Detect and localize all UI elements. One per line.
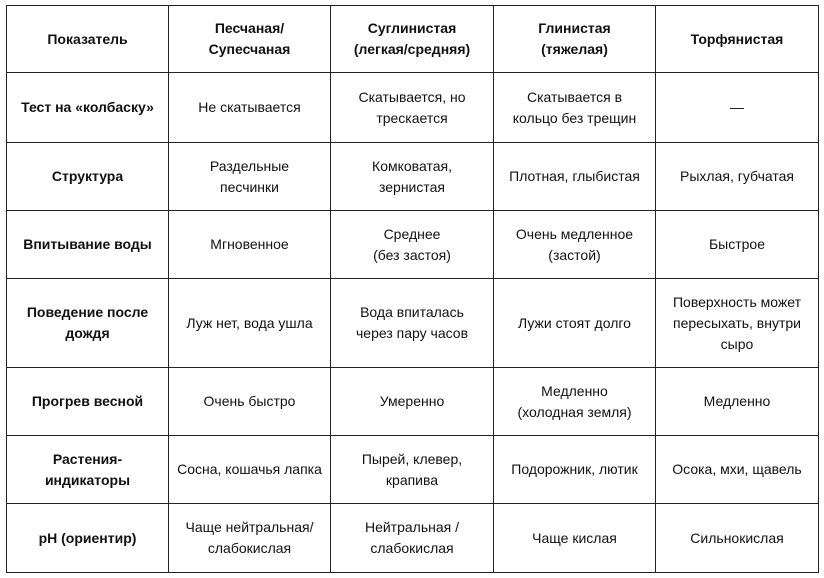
row-label-text: pH (ориентир) (38, 529, 137, 546)
table-cell (656, 368, 819, 436)
row-label-text: Впитывание воды (23, 236, 152, 252)
row-label-text: Прогрев весной (31, 393, 144, 409)
soil-comparison-table (6, 5, 819, 573)
header-clay (494, 6, 656, 73)
table-cell (331, 211, 494, 279)
table-cell (331, 504, 494, 573)
cell-text: (без застоя) (373, 246, 451, 263)
cell-text: Поверхность может (672, 293, 801, 310)
row-label (7, 143, 169, 211)
cell-text: Сосна, кошачья лапка (177, 461, 322, 477)
row-label (7, 368, 169, 436)
table-cell (331, 143, 494, 211)
cell-text: Не скатывается (198, 99, 301, 115)
table-row (7, 368, 819, 436)
table-cell (331, 279, 494, 368)
table-row (7, 73, 819, 143)
table-cell (169, 436, 331, 504)
table-cell (656, 73, 819, 143)
cell-text: пересыхать, внутри (673, 314, 801, 331)
cell-text: крапива (385, 471, 439, 488)
cell-text: Чаще нейтральная/ (185, 519, 314, 535)
cell-text: песчинки (219, 178, 279, 195)
cell-text: слабокислая (370, 540, 454, 556)
cell-text: Вода впиталась (360, 304, 464, 320)
table-cell (169, 279, 331, 368)
table-cell (494, 143, 656, 211)
row-label-text: Структура (51, 168, 124, 184)
table-cell (169, 73, 331, 143)
table-cell (169, 211, 331, 279)
header-indicator (7, 6, 169, 73)
cell-text: (холодная земля) (517, 403, 632, 420)
cell-text: — (730, 99, 744, 115)
cell-text: кольцо без трещин (512, 109, 637, 126)
header-text: Показатель (47, 30, 128, 47)
table-cell (494, 73, 656, 143)
row-label (7, 436, 169, 504)
cell-text: Подорожник, лютик (511, 461, 638, 477)
cell-text: сыро (720, 335, 754, 352)
table-cell (331, 73, 494, 143)
cell-text: Плотная, глыбистая (509, 168, 640, 184)
cell-text: через пару часов (356, 325, 468, 341)
cell-text: Рыхлая, губчатая (680, 168, 794, 184)
row-label-text: дождя (65, 325, 110, 341)
header-peat (656, 6, 819, 73)
table-row (7, 143, 819, 211)
table-cell (494, 368, 656, 436)
cell-text: Сильнокислая (690, 529, 784, 546)
header-text: Суглинистая (367, 20, 457, 36)
row-label (7, 504, 169, 573)
cell-text: Нейтральная / (364, 519, 460, 535)
cell-text: слабокислая (207, 540, 292, 556)
header-text: Торфянистая (690, 30, 784, 47)
row-label-text: Поведение после (26, 304, 149, 320)
cell-text: Скатывается, но (358, 88, 466, 105)
cell-text: Скатывается в (526, 88, 623, 105)
row-label-text: Тест на «колбаску» (21, 99, 154, 115)
cell-text: Медленно (541, 382, 608, 399)
row-label-text: Растения- (52, 450, 123, 467)
table-cell (494, 436, 656, 504)
header-text: (легкая/средняя) (353, 41, 471, 57)
table-cell (331, 436, 494, 504)
cell-text: Раздельные (209, 157, 290, 174)
table-cell (656, 436, 819, 504)
cell-text: (застой) (548, 246, 601, 263)
table-cell (656, 504, 819, 573)
cell-text: Быстрое (708, 236, 766, 252)
cell-text: трескается (376, 109, 448, 126)
cell-text: Лужи стоят долго (518, 314, 631, 331)
row-label (7, 211, 169, 279)
header-loamy (331, 6, 494, 73)
table-cell (494, 279, 656, 368)
cell-text: Мгновенное (210, 236, 289, 252)
table-cell (656, 211, 819, 279)
table-row (7, 211, 819, 279)
table-cell (656, 143, 819, 211)
row-label-text: индикаторы (44, 471, 131, 488)
table-cell (331, 368, 494, 436)
cell-text: Луж нет, вода ушла (186, 314, 313, 331)
table-row (7, 504, 819, 573)
cell-text: Очень медленное (515, 225, 634, 242)
header-text: Песчаная/ (214, 20, 285, 36)
table-cell (169, 504, 331, 573)
cell-text: зернистая (378, 178, 445, 195)
header-text: (тяжелая) (541, 41, 608, 57)
cell-text: Медленно (703, 393, 771, 409)
cell-text: Пырей, клевер, (361, 450, 463, 467)
table-cell (656, 279, 819, 368)
row-label (7, 73, 169, 143)
header-text: Супесчаная (208, 41, 291, 57)
row-label (7, 279, 169, 368)
table-row (7, 279, 819, 368)
soil-table-container (6, 5, 819, 573)
header-row (7, 6, 819, 73)
cell-text: Очень быстро (203, 393, 296, 409)
table-row (7, 436, 819, 504)
cell-text: Комковатая, (372, 157, 452, 174)
cell-text: Умеренно (379, 393, 445, 409)
header-text: Глинистая (538, 20, 611, 36)
cell-text: Среднее (383, 225, 441, 242)
table-cell (494, 211, 656, 279)
cell-text: Осока, мхи, щавель (672, 461, 802, 477)
table-cell (494, 504, 656, 573)
table-cell (169, 368, 331, 436)
table-cell (169, 143, 331, 211)
header-sandy (169, 6, 331, 73)
cell-text: Чаще кислая (532, 529, 617, 546)
